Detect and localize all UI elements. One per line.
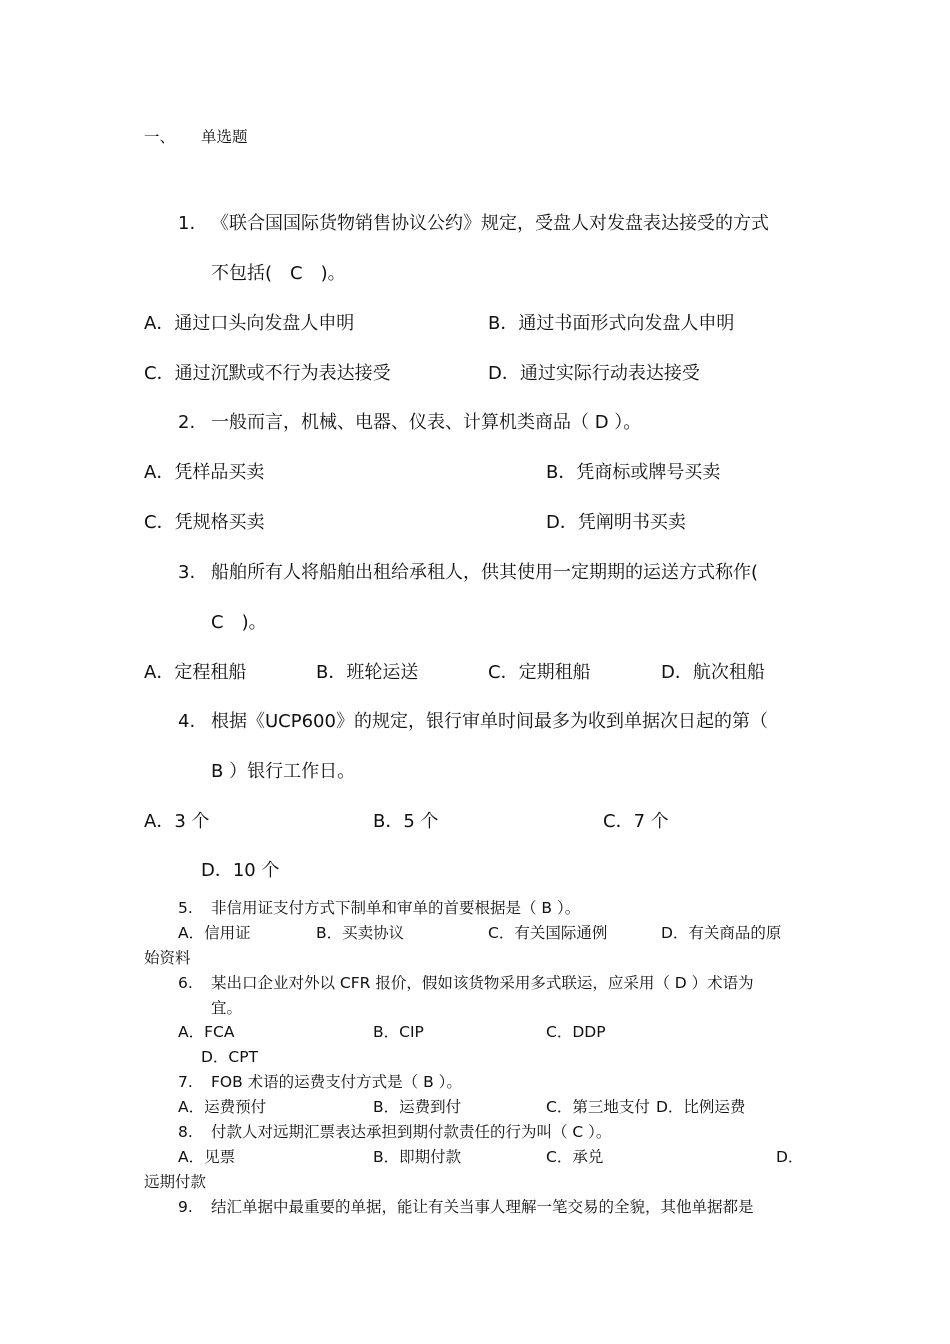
question-text: FOB 术语的运费支付方式是（ B ）。 xyxy=(211,1073,462,1091)
section-number: 一、 xyxy=(144,128,176,146)
question-number: 7. xyxy=(178,1073,193,1091)
option-b: B．凭商标或牌号买卖 xyxy=(546,462,721,483)
option-c: C．有关国际通例 xyxy=(488,924,608,942)
option-c: C．承兑 xyxy=(546,1148,604,1166)
option-b: B．通过书面形式向发盘人申明 xyxy=(488,313,735,334)
option-c: C．7 个 xyxy=(603,811,669,832)
question-number: 2. xyxy=(178,412,196,433)
option-d: D．通过实际行动表达接受 xyxy=(488,363,700,384)
question-text: 结汇单据中最重要的单据，能让有关当事人理解一笔交易的全貌，其他单据都是 xyxy=(211,1198,754,1216)
question-number: 9. xyxy=(178,1198,193,1216)
option-a: A．凭样品买卖 xyxy=(144,462,265,483)
option-d-cont: 始资料 xyxy=(144,949,191,967)
option-a: A．FCA xyxy=(178,1023,235,1041)
question-text-cont: 宜。 xyxy=(211,999,243,1017)
section-title: 单选题 xyxy=(201,128,248,146)
question-text: 某出口企业对外以 CFR 报价，假如该货物采用多式联运，应采用（ D ）术语为 xyxy=(211,974,754,992)
option-a: A．3 个 xyxy=(144,811,210,832)
option-d: D．有关商品的原 xyxy=(661,924,782,942)
question-text: 《联合国国际货物销售协议公约》规定，受盘人对发盘表达接受的方式 xyxy=(211,213,769,234)
option-c: C．凭规格买卖 xyxy=(144,512,265,533)
question-number: 5. xyxy=(178,899,193,917)
option-a: A．通过口头向发盘人申明 xyxy=(144,313,355,334)
option-d: D．航次租船 xyxy=(661,662,765,683)
option-a: A．信用证 xyxy=(178,924,251,942)
question-number: 6. xyxy=(178,974,193,992)
option-a: A．运费预付 xyxy=(178,1098,267,1116)
question-text: 船舶所有人将船舶出租给承租人，供其使用一定期期的运送方式称作( xyxy=(211,562,759,583)
option-c: C．DDP xyxy=(546,1023,606,1041)
question-text-cont: C )。 xyxy=(211,612,267,633)
option-d: D．凭阐明书买卖 xyxy=(546,512,686,533)
option-a: A．见票 xyxy=(178,1148,236,1166)
option-b: B．CIP xyxy=(373,1023,424,1041)
option-d: D． xyxy=(776,1148,804,1166)
question-text-cont: B ）银行工作日。 xyxy=(211,761,356,782)
question-number: 1. xyxy=(178,213,196,234)
option-c: C．第三地支付 xyxy=(546,1098,650,1116)
option-d-cont: 远期付款 xyxy=(144,1173,207,1191)
question-text: 非信用证支付方式下制单和审单的首要根据是（ B ）。 xyxy=(211,899,581,917)
option-b: B．运费到付 xyxy=(373,1098,462,1116)
option-b: B．5 个 xyxy=(373,811,439,832)
option-d: D．10 个 xyxy=(201,860,280,881)
option-b: B．即期付款 xyxy=(373,1148,462,1166)
question-number: 4. xyxy=(178,711,196,732)
option-a: A．定程租船 xyxy=(144,662,247,683)
question-number: 3. xyxy=(178,562,196,583)
option-c: C．通过沉默或不行为表达接受 xyxy=(144,363,391,384)
option-b: B．买卖协议 xyxy=(316,924,405,942)
question-number: 8. xyxy=(178,1123,193,1141)
question-text: 付款人对远期汇票表达承担到期付款责任的行为叫（ C ）。 xyxy=(211,1123,612,1141)
option-c: C．定期租船 xyxy=(488,662,591,683)
question-text: 根据《UCP600》的规定，银行审单时间最多为收到单据次日起的第（ xyxy=(211,711,768,732)
option-d: D．比例运费 xyxy=(656,1098,746,1116)
question-text: 一般而言，机械、电器、仪表、计算机类商品（ D ）。 xyxy=(211,412,642,433)
question-text-cont: 不包括( C )。 xyxy=(211,263,346,284)
option-d: D．CPT xyxy=(201,1048,259,1066)
option-b: B．班轮运送 xyxy=(316,662,419,683)
